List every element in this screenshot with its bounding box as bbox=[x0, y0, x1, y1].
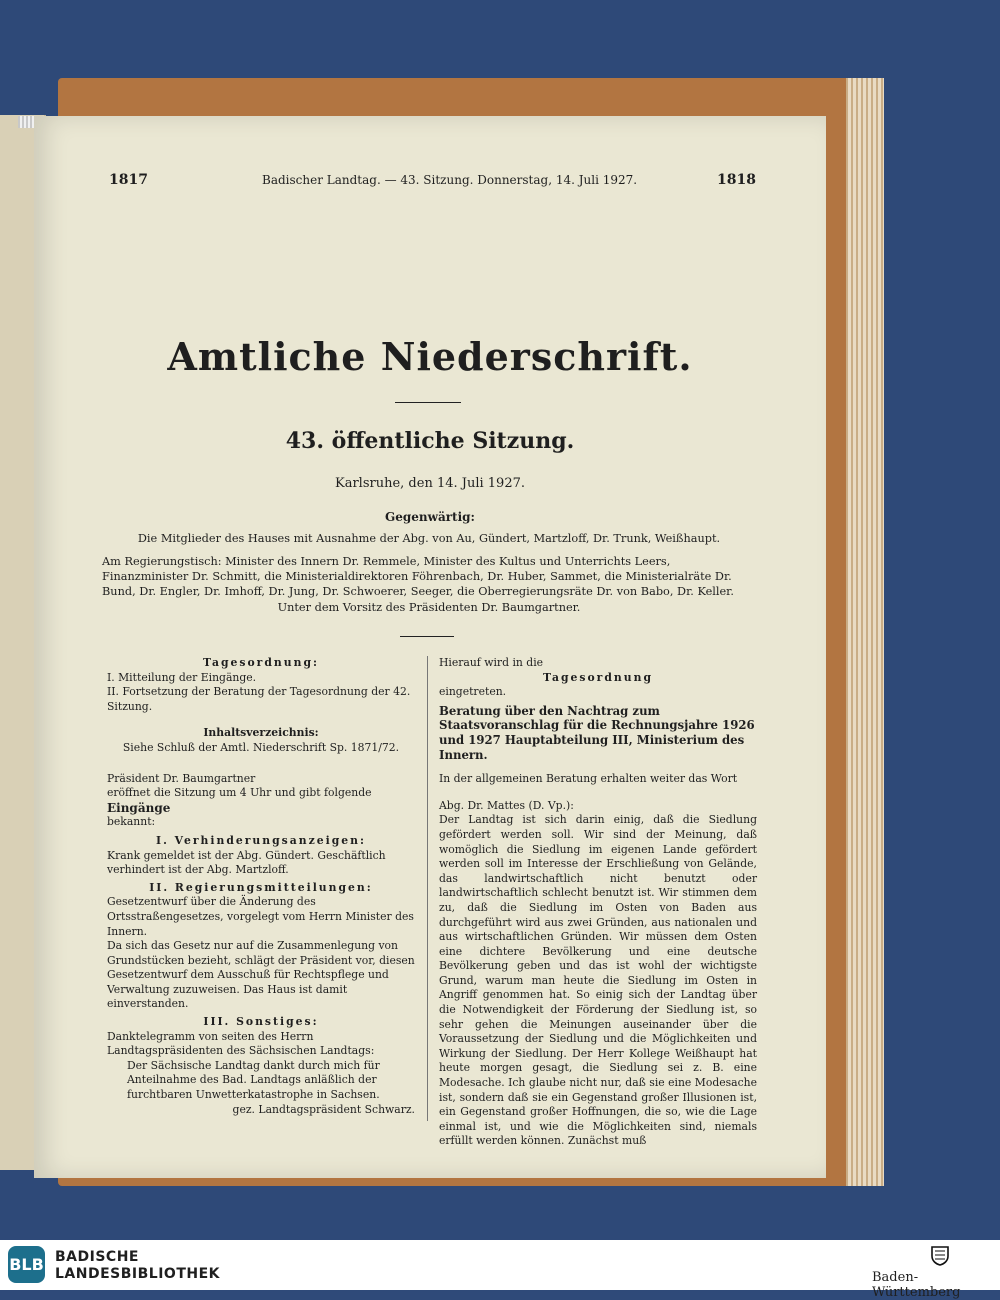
section-text: Danktelegramm von seiten des Herrn Landtagspräsidenten des Sächsischen Landtags: bbox=[107, 1029, 375, 1058]
document-title: Amtliche Niederschrift. bbox=[167, 334, 693, 379]
library-footer bbox=[0, 1240, 1000, 1300]
section-text: Da sich das Gesetz nur auf die Zusammenlegung von Grundstücken bezieht, schlägt der Präsident vor, diesen Gesetzentwurf dem Ausschuß für Rechtspflege und Verwaltung zuzuweisen. Das Haus ist damit einverstanden. bbox=[107, 939, 415, 1011]
speaker-intro: Präsident Dr. Baumgartner bbox=[107, 771, 256, 785]
government-table-text: Am Regierungstisch: Minister des Innern Dr. Remmele, Minister des Kultus und Unterrichts Leers, Finanzminister Dr. Schmitt, die Ministerialdirektoren Föhrenbach, Dr. Huber, Sammet, die Ministerialräte Dr. Bund, Dr. Engler, Dr. Imhoff, Dr. Jung, Dr. Schwoerer, Seeger, die Oberregierungsräte Dr. von Babo, Dr. Keller. bbox=[102, 555, 734, 598]
section-rule bbox=[400, 636, 454, 637]
title-rule bbox=[395, 402, 461, 403]
agenda-item: II. Fortsetzung der Beratung der Tagesordnung der 42. Sitzung. bbox=[107, 685, 411, 713]
state-name: Baden-Württemberg bbox=[872, 1270, 961, 1300]
page-header bbox=[34, 172, 826, 196]
known-text: bekannt: bbox=[107, 815, 156, 829]
place-date: Karlsruhe, den 14. Juli 1927. bbox=[335, 476, 525, 491]
blb-logo: BLB bbox=[8, 1246, 45, 1283]
running-title: Badischer Landtag. — 43. Sitzung. Donnerstag, 14. Juli 1927. bbox=[262, 173, 638, 187]
entered-text: eingetreten. bbox=[439, 685, 507, 699]
section-heading: I. Verhinderungsanzeigen: bbox=[156, 833, 366, 847]
agenda-heading: Tagesordnung: bbox=[202, 656, 320, 669]
left-column bbox=[107, 656, 415, 1117]
speech-text: Der Landtag ist sich darin einig, daß die Siedlung gefördert werden soll. Wir sind der Meinung, daß womöglich die Siedlung im eigenen Lande gefördert werden soll im Interesse der Erschließung von Gelände, das landwirtschaftlich nicht benutzt oder landwirtschaftlich schlecht benutzt ist. Wir stimmen dem zu, daß die Siedlung im Osten von Baden aus durchgeführt wird aus zwei Gründen, aus nationalen und aus wirtschaftlichen Gründen. Wir müssen dem Osten eine dichtere Bevölkerung und eine deutsche Bevölkerung geben und das ist wohl der wichtigste Grund, warum man heute die Siedlung im Osten in Angriff genommen hat. So einig sich der Landtag über die Notwendigkeit der Förderung der Siedlung ist, so sehr gehen die Meinungen auseinander über die Voraussetzung der Siedlung und die Möglichkeiten und Wirkung der Siedlung. Der Herr Kollege Weißhaupt hat heute morgen gesagt, die Siedlung sei z. B. eine Modesache. Ich glaube nicht nur, daß sie eine Modesache ist, sondern daß sie ein Gegenstand großer Illusionen ist, ein Gegenstand großer Hoffnungen, die so, wie die Lage einmal ist, und wie die Möglichkeiten sind, niemals erfüllt werden können. Zunächst muß bbox=[439, 813, 757, 1148]
index-text: Siehe Schluß der Amtl. Niederschrift Sp. 1871/72. bbox=[122, 740, 400, 754]
section-text: Gesetzentwurf über die Änderung des Ortsstraßengesetzes, vorgelegt vom Herrn Minister des Innern. bbox=[107, 895, 414, 938]
presidency-line: Unter dem Vorsitz des Präsidenten Dr. Baumgartner. bbox=[277, 601, 581, 614]
quoted-telegram: Der Sächsische Landtag dankt durch mich für Anteilnahme des Bad. Landtags anläßlich der furchtbaren Unwetterkatastrophe in Sachsen. bbox=[127, 1058, 380, 1102]
column-divider bbox=[427, 656, 428, 1121]
section-heading: III. Sonstiges: bbox=[203, 1015, 319, 1029]
speaker-name: Abg. Dr. Mattes (D. Vp.): bbox=[439, 798, 574, 812]
left-page-number: 1817 bbox=[109, 172, 148, 188]
agenda-intro: Hierauf wird in die bbox=[439, 656, 544, 669]
document-page bbox=[34, 116, 826, 1178]
library-name-line-1: BADISCHE bbox=[55, 1249, 139, 1265]
members-line: Die Mitglieder des Hauses mit Ausnahme der Abg. von Au, Gündert, Martzloff, Dr. Trunk, Weißhaupt. bbox=[137, 532, 721, 545]
right-column bbox=[439, 656, 757, 1149]
opening-text: eröffnet die Sitzung um 4 Uhr und gibt folgende bbox=[107, 786, 372, 800]
coat-of-arms-icon bbox=[928, 1243, 952, 1267]
library-name-line-2: LANDESBIBLIOTHEK bbox=[55, 1266, 221, 1282]
index-heading: Inhaltsverzeichnis: bbox=[203, 726, 319, 740]
right-page-number: 1818 bbox=[717, 172, 756, 188]
present-heading: Gegenwärtig: bbox=[385, 510, 475, 524]
signature: gez. Landtagspräsident Schwarz. bbox=[232, 1102, 415, 1116]
general-debate-text: In der allgemeinen Beratung erhalten weiter das Wort bbox=[439, 772, 738, 786]
section-heading: II. Regierungsmitteilungen: bbox=[149, 880, 373, 894]
agenda-topic: Beratung über den Nachtrag zum Staatsvoranschlag für die Rechnungsjahre 1926 und 1927 Hauptabteilung III, Ministerium des Innern. bbox=[439, 703, 755, 762]
incoming-heading: Eingänge bbox=[107, 800, 171, 815]
agenda-heading-right: Tagesordnung bbox=[542, 670, 654, 684]
session-subtitle: 43. öffentliche Sitzung. bbox=[285, 428, 575, 454]
agenda-item: I. Mitteilung der Eingänge. bbox=[107, 670, 257, 684]
section-text: Krank gemeldet ist der Abg. Gündert. Geschäftlich verhindert ist der Abg. Martzloff. bbox=[107, 848, 386, 877]
